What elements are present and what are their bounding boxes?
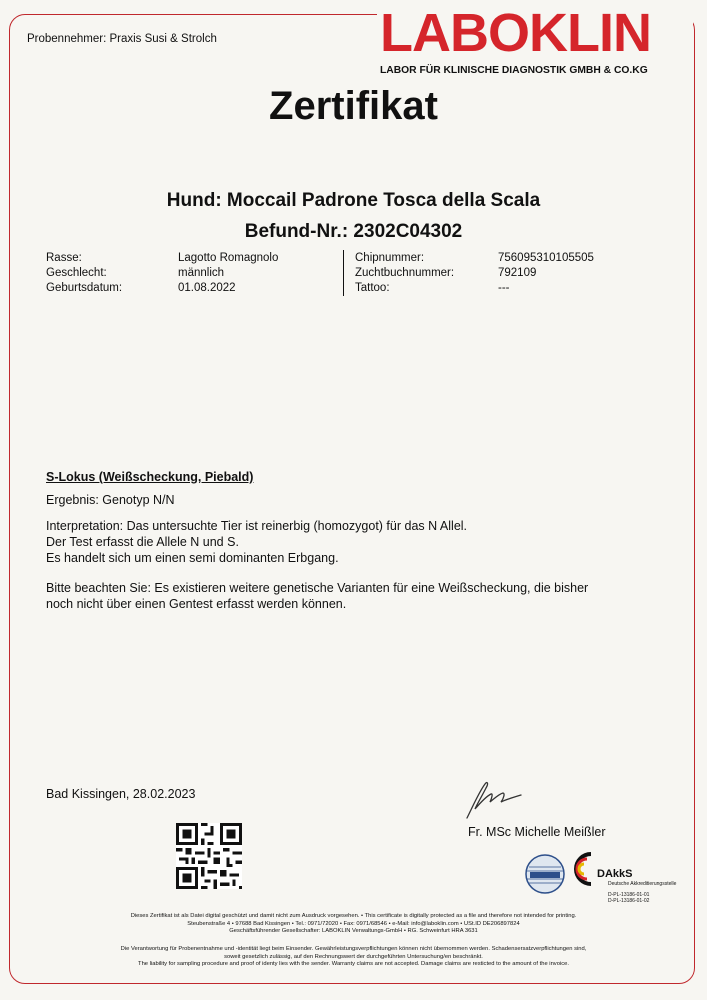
dog-name: Hund: Moccail Padrone Tosca della Scala — [166, 190, 541, 211]
note-line: Bitte beachten Sie: Es existieren weitere genetische Varianten für eine Weißscheckung, die bisher — [46, 581, 589, 595]
footer-legal — [20, 913, 687, 936]
disclaimer-line: soweit gesetzlich zulässig, auf den Rechnungswert der durchgeführten Untersuchung/en beschränkt. — [224, 953, 483, 960]
handwritten-signature — [455, 778, 535, 823]
logo-subtitle: LABOR FÜR KLINISCHE DIAGNOSTIK GMBH & CO.KG — [380, 65, 648, 76]
dakks-name: DAkkS — [597, 868, 633, 880]
details-divider — [343, 250, 344, 296]
dakks-subtitle: Deutsche Akkreditierungsstelle — [608, 881, 677, 887]
dakks-registration: D-PL-13186-01-01 — [608, 892, 650, 898]
dakks-registrations — [608, 892, 649, 904]
laboklin-logo: LABOKLIN — [380, 3, 651, 63]
detail-value-sex: männlich — [178, 267, 225, 279]
qr-code — [176, 823, 242, 889]
detail-label-chip: Chipnummer: — [355, 252, 425, 264]
sender-label: Probennehmer: Praxis Susi & Strolch — [27, 33, 217, 45]
place-date: Bad Kissingen, 28.02.2023 — [46, 787, 196, 801]
detail-value-breed: Lagotto Romagnolo — [178, 252, 279, 264]
footer-line: Geschäftsführender Gesellschafter: LABOKLIN Verwaltungs-GmbH • RG. Schweinfurt HRA 3631 — [229, 928, 478, 935]
result-line: Ergebnis: Genotyp N/N — [46, 493, 175, 507]
detail-label-breed: Rasse: — [46, 252, 82, 264]
detail-value-studbook: 792109 — [498, 267, 537, 279]
page-title: Zertifikat — [269, 84, 438, 128]
footer-disclaimer — [20, 946, 687, 969]
accreditation-seal-icon — [524, 853, 566, 895]
interpretation-line: Interpretation: Das untersuchte Tier ist reinerbig (homozygot) für das N Allel. — [46, 519, 468, 533]
detail-value-birthdate: 01.08.2022 — [178, 282, 236, 294]
note-line: noch nicht über einen Gentest erfasst werden können. — [46, 597, 347, 611]
signatory-name: Fr. MSc Michelle Meißler — [468, 825, 606, 839]
detail-value-tattoo: --- — [498, 282, 510, 294]
detail-value-chip: 756095310105505 — [498, 252, 594, 264]
detail-label-sex: Geschlecht: — [46, 267, 107, 279]
note — [46, 580, 666, 612]
report-number: Befund-Nr.: 2302C04302 — [244, 221, 463, 242]
interpretation — [46, 518, 666, 566]
footer-line: Dieses Zertifikat ist als Datei digital geschützt und damit nicht zum Ausdruck vorgesehen. • This certificate is digitally protected as a file and therefore not intended for printing. — [130, 913, 577, 919]
section-title: S-Lokus (Weißscheckung, Piebald) — [46, 470, 254, 484]
footer-line: Steubenstraße 4 • 97688 Bad Kissingen • Tel.: 0971/72020 • Fax: 0971/68546 • e-Mail: info@laboklin.com • USt.ID DE206897824 — [187, 920, 520, 927]
detail-label-tattoo: Tattoo: — [355, 282, 390, 294]
dakks-logo-icon — [571, 852, 595, 886]
dakks-registration: D-PL-13186-01-02 — [608, 898, 650, 904]
detail-label-birthdate: Geburtsdatum: — [46, 282, 123, 294]
interpretation-line: Es handelt sich um einen semi dominanten Erbgang. — [46, 551, 339, 565]
disclaimer-line: Die Verantwortung für Probenentnahme und -identität liegt beim Einsender. Gewährleistungsverpflichtungen können nicht übernommen werden. Schadensersatzverpflichtungen sind, — [120, 946, 587, 952]
disclaimer-line: The liability for sampling procedure and proof of identy lies with the sender. Warranty claims are not accepted. Damage claims are resticted to the amount of the invoice. — [138, 961, 569, 968]
interpretation-line: Der Test erfasst die Allele N und S. — [46, 535, 239, 549]
detail-label-studbook: Zuchtbuchnummer: — [355, 267, 455, 279]
